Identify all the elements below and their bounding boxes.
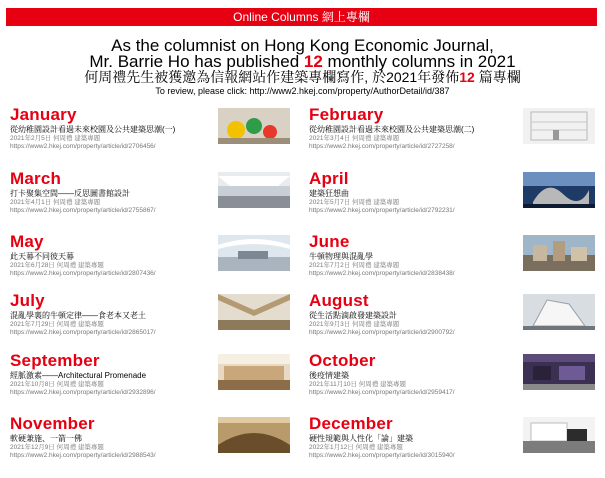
- article-meta: 2021年6月28日 何周禮 建築專題: [10, 262, 104, 269]
- article-meta: 2021年4月1日 何周禮 建築專題: [10, 199, 101, 206]
- month-heading: September: [10, 351, 100, 370]
- author-detail-link[interactable]: http://www2.hkej.com/property/AuthorDetail/id/387: [249, 86, 450, 96]
- article-title[interactable]: 從生活點滴啟發建築設計: [309, 311, 397, 320]
- article-title[interactable]: 混亂學裏的牛頓定律——食老本又老土: [10, 311, 146, 320]
- article-link[interactable]: https://www2.hkej.com/property/article/id/3015940/: [309, 452, 455, 459]
- thumbnail-image: [523, 294, 595, 330]
- thumbnail-image: [523, 172, 595, 208]
- heading-line-1: As the columnist on Hong Kong Economic Journal,: [111, 36, 494, 55]
- article-thumbnail-december[interactable]: [523, 417, 595, 453]
- article-title[interactable]: 從幼稚園設計看過未來校園及公共建築思潮(一): [10, 125, 176, 134]
- article-thumbnail-october[interactable]: [523, 354, 595, 390]
- heading-line-2-post: monthly columns in 2021: [322, 52, 516, 71]
- heading-chinese: [0, 69, 605, 85]
- article-meta: 2021年3月4日 何周禮 建築專題: [309, 135, 400, 142]
- column-count: 12: [303, 52, 323, 71]
- article-link[interactable]: https://www2.hkej.com/property/article/id/2706456/: [10, 143, 156, 150]
- month-heading: February: [309, 105, 384, 124]
- thumbnail-image: [523, 354, 595, 390]
- article-thumbnail-january[interactable]: [218, 108, 290, 144]
- month-heading: October: [309, 351, 376, 370]
- heading-cn-post: 篇專欄: [474, 69, 521, 85]
- thumbnail-image: [218, 172, 290, 208]
- article-title[interactable]: 從幼稚園設計看過未來校園及公共建築思潮(二): [309, 125, 475, 134]
- review-line: [0, 86, 605, 97]
- article-meta: 2021年10月8日 何周禮 建築專題: [10, 381, 104, 388]
- article-thumbnail-february[interactable]: [523, 108, 595, 144]
- thumbnail-image: [523, 108, 595, 144]
- article-meta: 2021年9月3日 何周禮 建築專題: [309, 321, 400, 328]
- thumbnail-image: [218, 294, 290, 330]
- article-link[interactable]: https://www2.hkej.com/property/article/id/2727258/: [309, 143, 455, 150]
- month-heading: April: [309, 169, 349, 188]
- article-title[interactable]: 軟硬兼施、一箭一佛: [10, 434, 82, 443]
- article-thumbnail-may[interactable]: [218, 235, 290, 271]
- article-link[interactable]: https://www2.hkej.com/property/article/id/2838438/: [309, 270, 455, 277]
- column-count-cn: 12: [459, 69, 475, 85]
- article-thumbnail-june[interactable]: [523, 235, 595, 271]
- article-meta: 2021年7月2日 何周禮 建築專題: [309, 262, 400, 269]
- thumbnail-image: [523, 417, 595, 453]
- article-link[interactable]: https://www2.hkej.com/property/article/id/2792231/: [309, 207, 455, 214]
- article-thumbnail-november[interactable]: [218, 417, 290, 453]
- month-heading: May: [10, 232, 44, 251]
- article-title[interactable]: 硬性規範與人性化「論」建築: [309, 434, 413, 443]
- article-link[interactable]: https://www2.hkej.com/property/article/id/2932896/: [10, 389, 156, 396]
- article-title[interactable]: 經脈激素——Architectural Promenade: [10, 371, 147, 380]
- thumbnail-image: [218, 417, 290, 453]
- article-link[interactable]: https://www2.hkej.com/property/article/id/2988543/: [10, 452, 156, 459]
- article-meta: 2021年12月9日 何周禮 建築專題: [10, 444, 104, 451]
- article-meta: 2021年2月5日 何周禮 建築專題: [10, 135, 101, 142]
- article-thumbnail-march[interactable]: [218, 172, 290, 208]
- article-title[interactable]: 此天幕不同彼天幕: [10, 252, 74, 261]
- article-title[interactable]: 後疫情建築: [309, 371, 349, 380]
- month-heading: November: [10, 414, 95, 433]
- month-heading: August: [309, 291, 369, 310]
- thumbnail-image: [218, 108, 290, 144]
- review-label: To review, please click:: [155, 86, 250, 96]
- month-heading: January: [10, 105, 77, 124]
- article-title[interactable]: 打卡聚集空間——反思圖書館設計: [10, 189, 130, 198]
- article-thumbnail-september[interactable]: [218, 354, 290, 390]
- month-heading: March: [10, 169, 62, 188]
- thumbnail-image: [218, 354, 290, 390]
- thumbnail-image: [218, 235, 290, 271]
- month-heading: December: [309, 414, 393, 433]
- month-heading: June: [309, 232, 350, 251]
- article-thumbnail-april[interactable]: [523, 172, 595, 208]
- month-heading: July: [10, 291, 45, 310]
- article-thumbnail-august[interactable]: [523, 294, 595, 330]
- article-link[interactable]: https://www2.hkej.com/property/article/id/2900792/: [309, 329, 455, 336]
- article-link[interactable]: https://www2.hkej.com/property/article/id/2755867/: [10, 207, 156, 214]
- article-meta: 2022年1月12日 何周禮 建築專題: [309, 444, 403, 451]
- article-link[interactable]: https://www2.hkej.com/property/article/id/2807436/: [10, 270, 156, 277]
- heading-line-2-pre: Mr. Barrie Ho has published: [89, 52, 304, 71]
- thumbnail-image: [523, 235, 595, 271]
- article-title[interactable]: 牛頓物理與混亂學: [309, 252, 373, 261]
- article-link[interactable]: https://www2.hkej.com/property/article/id/2865017/: [10, 329, 156, 336]
- article-title[interactable]: 建築狂想曲: [309, 189, 349, 198]
- heading-cn-pre: 何周禮先生被獲邀為信報網站作建築專欄寫作, 於2021年發佈: [84, 69, 460, 85]
- online-columns-banner: Online Columns 網上專欄: [6, 8, 597, 26]
- article-meta: 2021年5月7日 何周禮 建築專題: [309, 199, 400, 206]
- article-meta: 2021年11月10日 何周禮 建築專題: [309, 381, 407, 388]
- article-link[interactable]: https://www2.hkej.com/property/article/id/2959417/: [309, 389, 455, 396]
- article-meta: 2021年7月29日 何周禮 建築專題: [10, 321, 104, 328]
- article-thumbnail-july[interactable]: [218, 294, 290, 330]
